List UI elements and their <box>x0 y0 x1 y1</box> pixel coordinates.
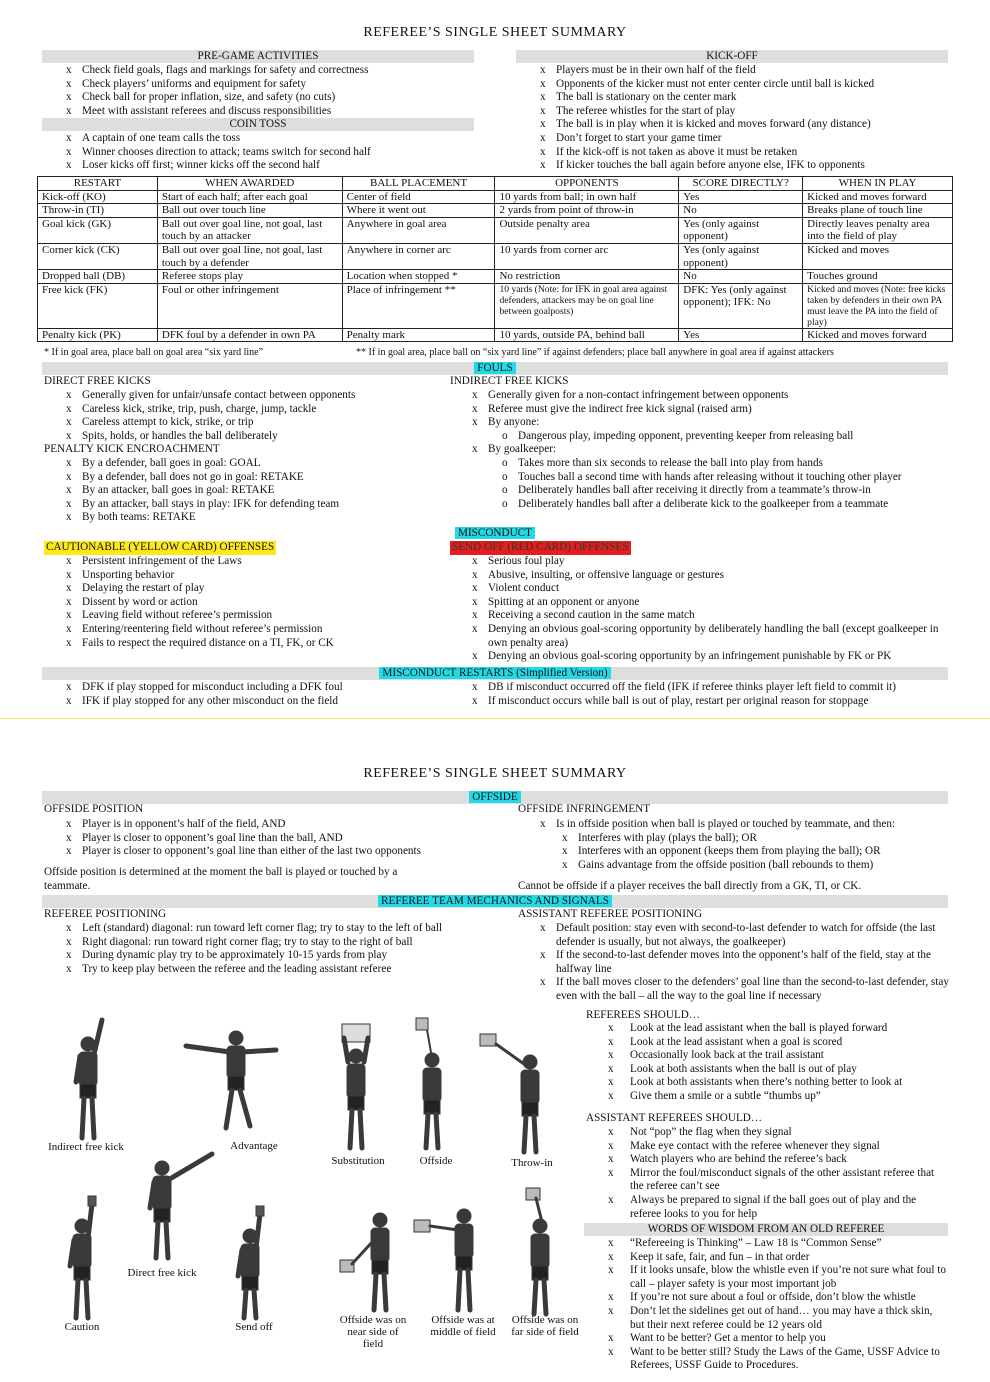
offside-infringement-heading: OFFSIDE INFRINGEMENT <box>518 803 651 815</box>
list-item: x Entering/reentering field without referee’s permission <box>66 623 446 637</box>
column-header: WHEN AWARDED <box>157 177 342 191</box>
list-item: x If kicker touches the ball again before anyone else, IFK to opponents <box>540 159 960 173</box>
list-item: x By goalkeeper: <box>472 443 952 457</box>
table-cell: 10 yards (Note: for IFK in goal area against defenders, attackers may be on goal line between goalposts) <box>495 283 679 328</box>
list-item: x Check players’ uniforms and equipment for safety <box>66 78 476 92</box>
table-cell: Yes <box>679 190 803 204</box>
caption-substitution: Substitution <box>331 1155 385 1167</box>
list-item: x By an attacker, ball stays in play: IFK for defending team <box>66 498 446 512</box>
mechanics-heading-bar <box>42 895 948 908</box>
table-cell: 10 yards from ball; in own half <box>495 190 679 204</box>
table-row <box>38 270 953 284</box>
list-item: x Persistent infringement of the Laws <box>66 555 446 569</box>
list-item: x Give them a smile or a subtle “thumbs up” <box>608 1090 948 1104</box>
list-item: o Deliberately handles ball after a deliberate kick to the goalkeeper from a teammate <box>502 498 952 512</box>
caption-offside-middle: Offside was at middle of field <box>430 1314 496 1338</box>
wisdom-heading: WORDS OF WISDOM FROM AN OLD REFEREE <box>584 1223 948 1236</box>
table-cell: Penalty mark <box>342 328 495 342</box>
offside-middle-figure <box>414 1209 473 1310</box>
list-item: x Denying an obvious goal-scoring opportunity by an infringement punishable by FK or PK <box>472 650 942 664</box>
list-item: x Interferes with play (plays the ball); OR <box>562 832 960 846</box>
caption-offside: Offside <box>419 1155 453 1167</box>
list-item: o Deliberately handles ball after receiving it directly from a teammate’s throw-in <box>502 484 952 498</box>
ref-positioning-list <box>66 922 496 976</box>
table-footnote-2: ** If in goal area, place ball on “six yard line” if against defenders; place ball anywhere in goal area if against attackers <box>356 347 834 358</box>
list-item: x Right diagonal: run toward right corner flag; try to stay to the right of ball <box>66 936 496 950</box>
misconduct-restarts-heading: MISCONDUCT RESTARTS (Simplified Version) <box>379 667 610 679</box>
list-item: x Opponents of the kicker must not enter center circle until ball is kicked <box>540 78 960 92</box>
table-cell: Directly leaves penalty area into the field of play <box>803 217 953 243</box>
table-cell: Anywhere in goal area <box>342 217 495 243</box>
table-cell: Penalty kick (PK) <box>38 328 158 342</box>
wisdom-list <box>608 1237 948 1373</box>
column-header: OPPONENTS <box>495 177 679 191</box>
list-item: x Players must be in their own half of the field <box>540 64 960 78</box>
list-item: x The ball is in play when it is kicked and moves forward (any distance) <box>540 118 960 132</box>
table-cell: No <box>679 270 803 284</box>
list-item: x Loser kicks off first; winner kicks off the second half <box>66 159 476 173</box>
list-item: x Interferes with an opponent (keeps them from playing the ball); OR <box>562 845 960 859</box>
ar-should-heading: ASSISTANT REFEREES SHOULD… <box>586 1112 763 1124</box>
indirect-free-kick-figure <box>76 1020 102 1138</box>
pk-heading: PENALTY KICK ENCROACHMENT <box>44 443 220 455</box>
yellow-card-heading: CAUTIONABLE (YELLOW CARD) OFFENSES <box>46 541 275 553</box>
list-item: x Referee must give the indirect free kick signal (raised arm) <box>472 403 952 417</box>
caution-figure <box>70 1196 96 1318</box>
pregame-heading: PRE-GAME ACTIVITIES <box>42 50 474 63</box>
table-row <box>38 328 953 342</box>
list-item: x Don’t let the sidelines get out of hand… you may have a thick skin, but their next referee could be 12 years old <box>608 1305 948 1332</box>
signal-figures-illustration <box>40 1010 580 1350</box>
list-item: x If you’re not sure about a foul or offside, don’t blow the whistle <box>608 1291 948 1305</box>
list-item: x A captain of one team calls the toss <box>66 132 476 146</box>
table-row <box>38 204 953 218</box>
list-item: x DFK if play stopped for misconduct including a DFK foul <box>66 681 446 695</box>
list-item: x Watch players who are behind the referee’s back <box>608 1153 948 1167</box>
list-item: x Check ball for proper inflation, size, and safety (no cuts) <box>66 91 476 105</box>
fouls-heading-bar <box>42 362 948 375</box>
list-item: x Unsporting behavior <box>66 569 446 583</box>
list-item: x By a defender, ball goes in goal: GOAL <box>66 457 446 471</box>
list-item: x Keep it safe, fair, and fun – in that order <box>608 1251 948 1265</box>
ref-positioning-heading: REFEREE POSITIONING <box>44 908 167 920</box>
table-cell: Kicked and moves forward <box>803 328 953 342</box>
table-cell: Kicked and moves forward <box>803 190 953 204</box>
list-item: x Left (standard) diagonal: run toward left corner flag; try to stay to the left of ball <box>66 922 496 936</box>
list-item: x By anyone: <box>472 416 952 430</box>
list-item: x Not “pop” the flag when they signal <box>608 1126 948 1140</box>
list-item: x Generally given for a non-contact infringement between opponents <box>472 389 952 403</box>
list-item: x The ball is stationary on the center mark <box>540 91 960 105</box>
list-item: x Meet with assistant referees and discuss responsibilities <box>66 105 476 119</box>
list-item: x Look at both assistants when there’s nothing better to look at <box>608 1076 948 1090</box>
list-item: x Player is closer to opponent’s goal line than either of the last two opponents <box>66 845 486 859</box>
list-item: x Try to keep play between the referee and the leading assistant referee <box>66 963 496 977</box>
column-header: RESTART <box>38 177 158 191</box>
table-cell: Kicked and moves <box>803 243 953 269</box>
table-cell: Place of infringement ** <box>342 283 495 328</box>
list-item: x Denying an obvious goal-scoring opportunity by deliberately handling the ball (except goalkeeper in own penalty area) <box>472 623 942 650</box>
advantage-figure <box>186 1031 276 1128</box>
column-header: WHEN IN PLAY <box>803 177 953 191</box>
ar-should-list <box>608 1126 948 1221</box>
table-cell: DFK: Yes (only against opponent); IFK: No <box>679 283 803 328</box>
table-cell: Center of field <box>342 190 495 204</box>
referees-should-heading: REFEREES SHOULD… <box>586 1009 701 1021</box>
list-item: x If misconduct occurs while ball is out of play, restart per original reason for stoppage <box>472 695 952 709</box>
table-cell: Where it went out <box>342 204 495 218</box>
list-item: x If the ball moves closer to the defenders’ goal line than the second-to-last defender, stay even with the ball – all the way to the goal line if necessary <box>540 976 950 1003</box>
list-item: x Serious foul play <box>472 555 942 569</box>
table-cell: Free kick (FK) <box>38 283 158 328</box>
list-item: x During dynamic play try to be approximately 10-15 yards from play <box>66 949 496 963</box>
send-off-figure <box>238 1206 264 1318</box>
list-item: x Look at the lead assistant when the ball is played forward <box>608 1022 948 1036</box>
list-item: x Check field goals, flags and markings for safety and correctness <box>66 64 476 78</box>
table-cell: DFK foul by a defender in own PA <box>157 328 342 342</box>
kickoff-list <box>540 64 960 173</box>
table-cell: Location when stopped * <box>342 270 495 284</box>
list-item: x By a defender, ball does not go in goal: RETAKE <box>66 471 446 485</box>
offside-position-heading: OFFSIDE POSITION <box>44 803 144 815</box>
list-item: x Careless attempt to kick, strike, or trip <box>66 416 446 430</box>
list-item: x Mirror the foul/misconduct signals of the other assistant referee that the referee can’t see <box>608 1167 948 1194</box>
referees-should-list <box>608 1022 948 1104</box>
pk-list <box>66 457 446 525</box>
table-cell: Yes (only against opponent) <box>679 243 803 269</box>
kickoff-heading: KICK-OFF <box>516 50 948 63</box>
table-cell: No <box>679 204 803 218</box>
list-item: x Violent conduct <box>472 582 942 596</box>
list-item: o Dangerous play, impeding opponent, preventing keeper from releasing ball <box>502 430 952 444</box>
table-cell: Throw-in (TI) <box>38 204 158 218</box>
list-item: o Takes more than six seconds to release the ball into play from hands <box>502 457 952 471</box>
direct-free-kick-figure <box>150 1154 212 1258</box>
table-cell: Start of each half; after each goal <box>157 190 342 204</box>
table-cell: Outside penalty area <box>495 217 679 243</box>
offside-position-list <box>66 818 486 859</box>
table-cell: Ball out over goal line, not goal, last touch by an attacker <box>157 217 342 243</box>
table-cell: Yes (only against opponent) <box>679 217 803 243</box>
caption-caution: Caution <box>64 1321 100 1333</box>
table-cell: Breaks plane of touch line <box>803 204 953 218</box>
table-row <box>38 283 953 328</box>
list-item: x DB if misconduct occurred off the field (IFK if referee thinks player left field to commit it) <box>472 681 952 695</box>
red-card-heading: SEND OFF (RED CARD) OFFENSES <box>452 541 629 553</box>
caption-throw-in: Throw-in <box>511 1157 553 1169</box>
ar-positioning-heading: ASSISTANT REFEREE POSITIONING <box>518 908 703 920</box>
list-item: x Leaving field without referee’s permission <box>66 609 446 623</box>
list-item: x Spits, holds, or handles the ball deliberately <box>66 430 446 444</box>
caption-offside-near: Offside was on near side of field <box>339 1314 407 1350</box>
table-cell: Anywhere in corner arc <box>342 243 495 269</box>
caption-direct-free-kick: Direct free kick <box>127 1267 197 1279</box>
pregame-list <box>66 64 476 118</box>
table-cell: Touches ground <box>803 270 953 284</box>
dfk-list <box>66 389 446 443</box>
misconduct-restarts-right <box>472 681 952 708</box>
list-item: x Want to be better still? Study the Laws of the Game, USSF Advice to Referees, USSF Guide to Procedures. <box>608 1346 948 1373</box>
dfk-heading: DIRECT FREE KICKS <box>44 375 151 387</box>
list-item: x Spitting at an opponent or anyone <box>472 596 942 610</box>
page2-title: REFEREE’S SINGLE SHEET SUMMARY <box>363 766 627 781</box>
list-item: x Look at the lead assistant when a goal is scored <box>608 1036 948 1050</box>
table-row <box>38 217 953 243</box>
table-row <box>38 190 953 204</box>
list-item: x Default position: stay even with second-to-last defender to watch for offside (the last defender is usually, but not always, the goalkeeper) <box>540 922 950 949</box>
offside-figure <box>416 1018 441 1148</box>
list-item: x Dissent by word or action <box>66 596 446 610</box>
list-item: x Want to be better? Get a mentor to help you <box>608 1332 948 1346</box>
list-item: x If the second-to-last defender moves into the opponent’s half of the field, stay at the halfway line <box>540 949 950 976</box>
table-cell: 2 yards from point of throw-in <box>495 204 679 218</box>
table-cell: Corner kick (CK) <box>38 243 158 269</box>
caption-advantage: Advantage <box>230 1140 278 1152</box>
list-item: x Winner chooses direction to attack; teams switch for second half <box>66 146 476 160</box>
ifk-heading: INDIRECT FREE KICKS <box>450 375 569 387</box>
misconduct-restarts-left <box>66 681 446 708</box>
list-item: o Touches ball a second time with hands after releasing without it touching other player <box>502 471 952 485</box>
list-item: x Careless kick, strike, trip, push, charge, jump, tackle <box>66 403 446 417</box>
ar-positioning-list <box>540 922 950 1004</box>
list-item: x Always be prepared to signal if the ball goes out of play and the referee looks to you for help <box>608 1194 948 1221</box>
list-item: x IFK if play stopped for any other misconduct on the field <box>66 695 446 709</box>
table-cell: Yes <box>679 328 803 342</box>
caption-indirect-free-kick: Indirect free kick <box>48 1141 124 1153</box>
table-cell: Goal kick (GK) <box>38 217 158 243</box>
offside-heading: OFFSIDE <box>469 791 520 803</box>
ifk-list <box>472 389 952 511</box>
table-header-row <box>38 177 953 191</box>
list-item: x Make eye contact with the referee whenever they signal <box>608 1140 948 1154</box>
offside-far-figure <box>526 1188 549 1314</box>
list-item: x Gains advantage from the offside position (ball rebounds to them) <box>562 859 960 873</box>
offside-near-figure <box>340 1213 389 1310</box>
table-row <box>38 243 953 269</box>
red-card-list <box>472 555 942 664</box>
list-item: x Don’t forget to start your game timer <box>540 132 960 146</box>
list-item: x If the kick-off is not taken as above it must be retaken <box>540 146 960 160</box>
table-cell: Foul or other infringement <box>157 283 342 328</box>
substitution-figure <box>342 1024 370 1148</box>
table-cell: No restriction <box>495 270 679 284</box>
table-footnote-1: * If in goal area, place ball on goal area “six yard line” <box>44 347 264 358</box>
caption-send-off: Send off <box>235 1321 273 1333</box>
list-item: x Delaying the restart of play <box>66 582 446 596</box>
throw-in-figure <box>480 1034 539 1152</box>
list-item: x The referee whistles for the start of play <box>540 105 960 119</box>
offside-position-note: Offside position is determined at the moment the ball is played or touched by a teammate. <box>44 866 398 892</box>
coin-toss-list <box>66 132 476 173</box>
list-item: x Generally given for unfair/unsafe contact between opponents <box>66 389 446 403</box>
table-cell: Ball out over goal line, not goal, last touch by a defender <box>157 243 342 269</box>
page1-title: REFEREE’S SINGLE SHEET SUMMARY <box>363 25 627 40</box>
offside-heading-bar <box>42 791 948 804</box>
table-cell: Referee stops play <box>157 270 342 284</box>
offside-infringement-note: Cannot be offside if a player receives the ball directly from a GK, TI, or CK. <box>518 880 862 892</box>
list-item: x Occasionally look back at the trail assistant <box>608 1049 948 1063</box>
table-cell: 10 yards, outside PA, behind ball <box>495 328 679 342</box>
restarts-table <box>37 176 953 342</box>
list-item: x Player is closer to opponent’s goal line than the ball, AND <box>66 832 486 846</box>
table-cell: Kicked and moves (Note: free kicks taken by defenders in their own PA must leave the PA into the field of play) <box>803 283 953 328</box>
caption-offside-far: Offside was on far side of field <box>511 1314 579 1338</box>
list-item: x Look at both assistants when the ball is out of play <box>608 1063 948 1077</box>
list-item: x Receiving a second caution in the same match <box>472 609 942 623</box>
list-item: x Player is in opponent’s half of the field, AND <box>66 818 486 832</box>
yellow-card-list <box>66 555 446 650</box>
misconduct-restarts-heading-bar <box>42 667 948 680</box>
misconduct-heading-bar <box>42 527 948 540</box>
column-header: BALL PLACEMENT <box>342 177 495 191</box>
list-item: x “Refereeing is Thinking” – Law 18 is “Common Sense” <box>608 1237 948 1251</box>
coin-toss-heading: COIN TOSS <box>42 118 474 131</box>
page-divider <box>0 718 990 719</box>
table-cell: 10 yards from corner arc <box>495 243 679 269</box>
list-item: x If it looks unsafe, blow the whistle even if you’re not sure what foul to call – player safety is your most important job <box>608 1264 948 1291</box>
column-header: SCORE DIRECTLY? <box>679 177 803 191</box>
table-cell: Ball out over touch line <box>157 204 342 218</box>
list-item: x By an attacker, ball goes in goal: RETAKE <box>66 484 446 498</box>
fouls-heading: FOULS <box>474 362 515 374</box>
offside-infringement-list <box>540 818 960 872</box>
table-cell: Dropped ball (DB) <box>38 270 158 284</box>
list-item: x Abusive, insulting, or offensive language or gestures <box>472 569 942 583</box>
list-item: x By both teams: RETAKE <box>66 511 446 525</box>
list-item: x Is in offside position when ball is played or touched by teammate, and then: <box>540 818 960 832</box>
misconduct-heading: MISCONDUCT <box>455 527 535 539</box>
table-cell: Kick-off (KO) <box>38 190 158 204</box>
mechanics-heading: REFEREE TEAM MECHANICS AND SIGNALS <box>378 895 612 907</box>
list-item: x Fails to respect the required distance on a TI, FK, or CK <box>66 637 446 651</box>
